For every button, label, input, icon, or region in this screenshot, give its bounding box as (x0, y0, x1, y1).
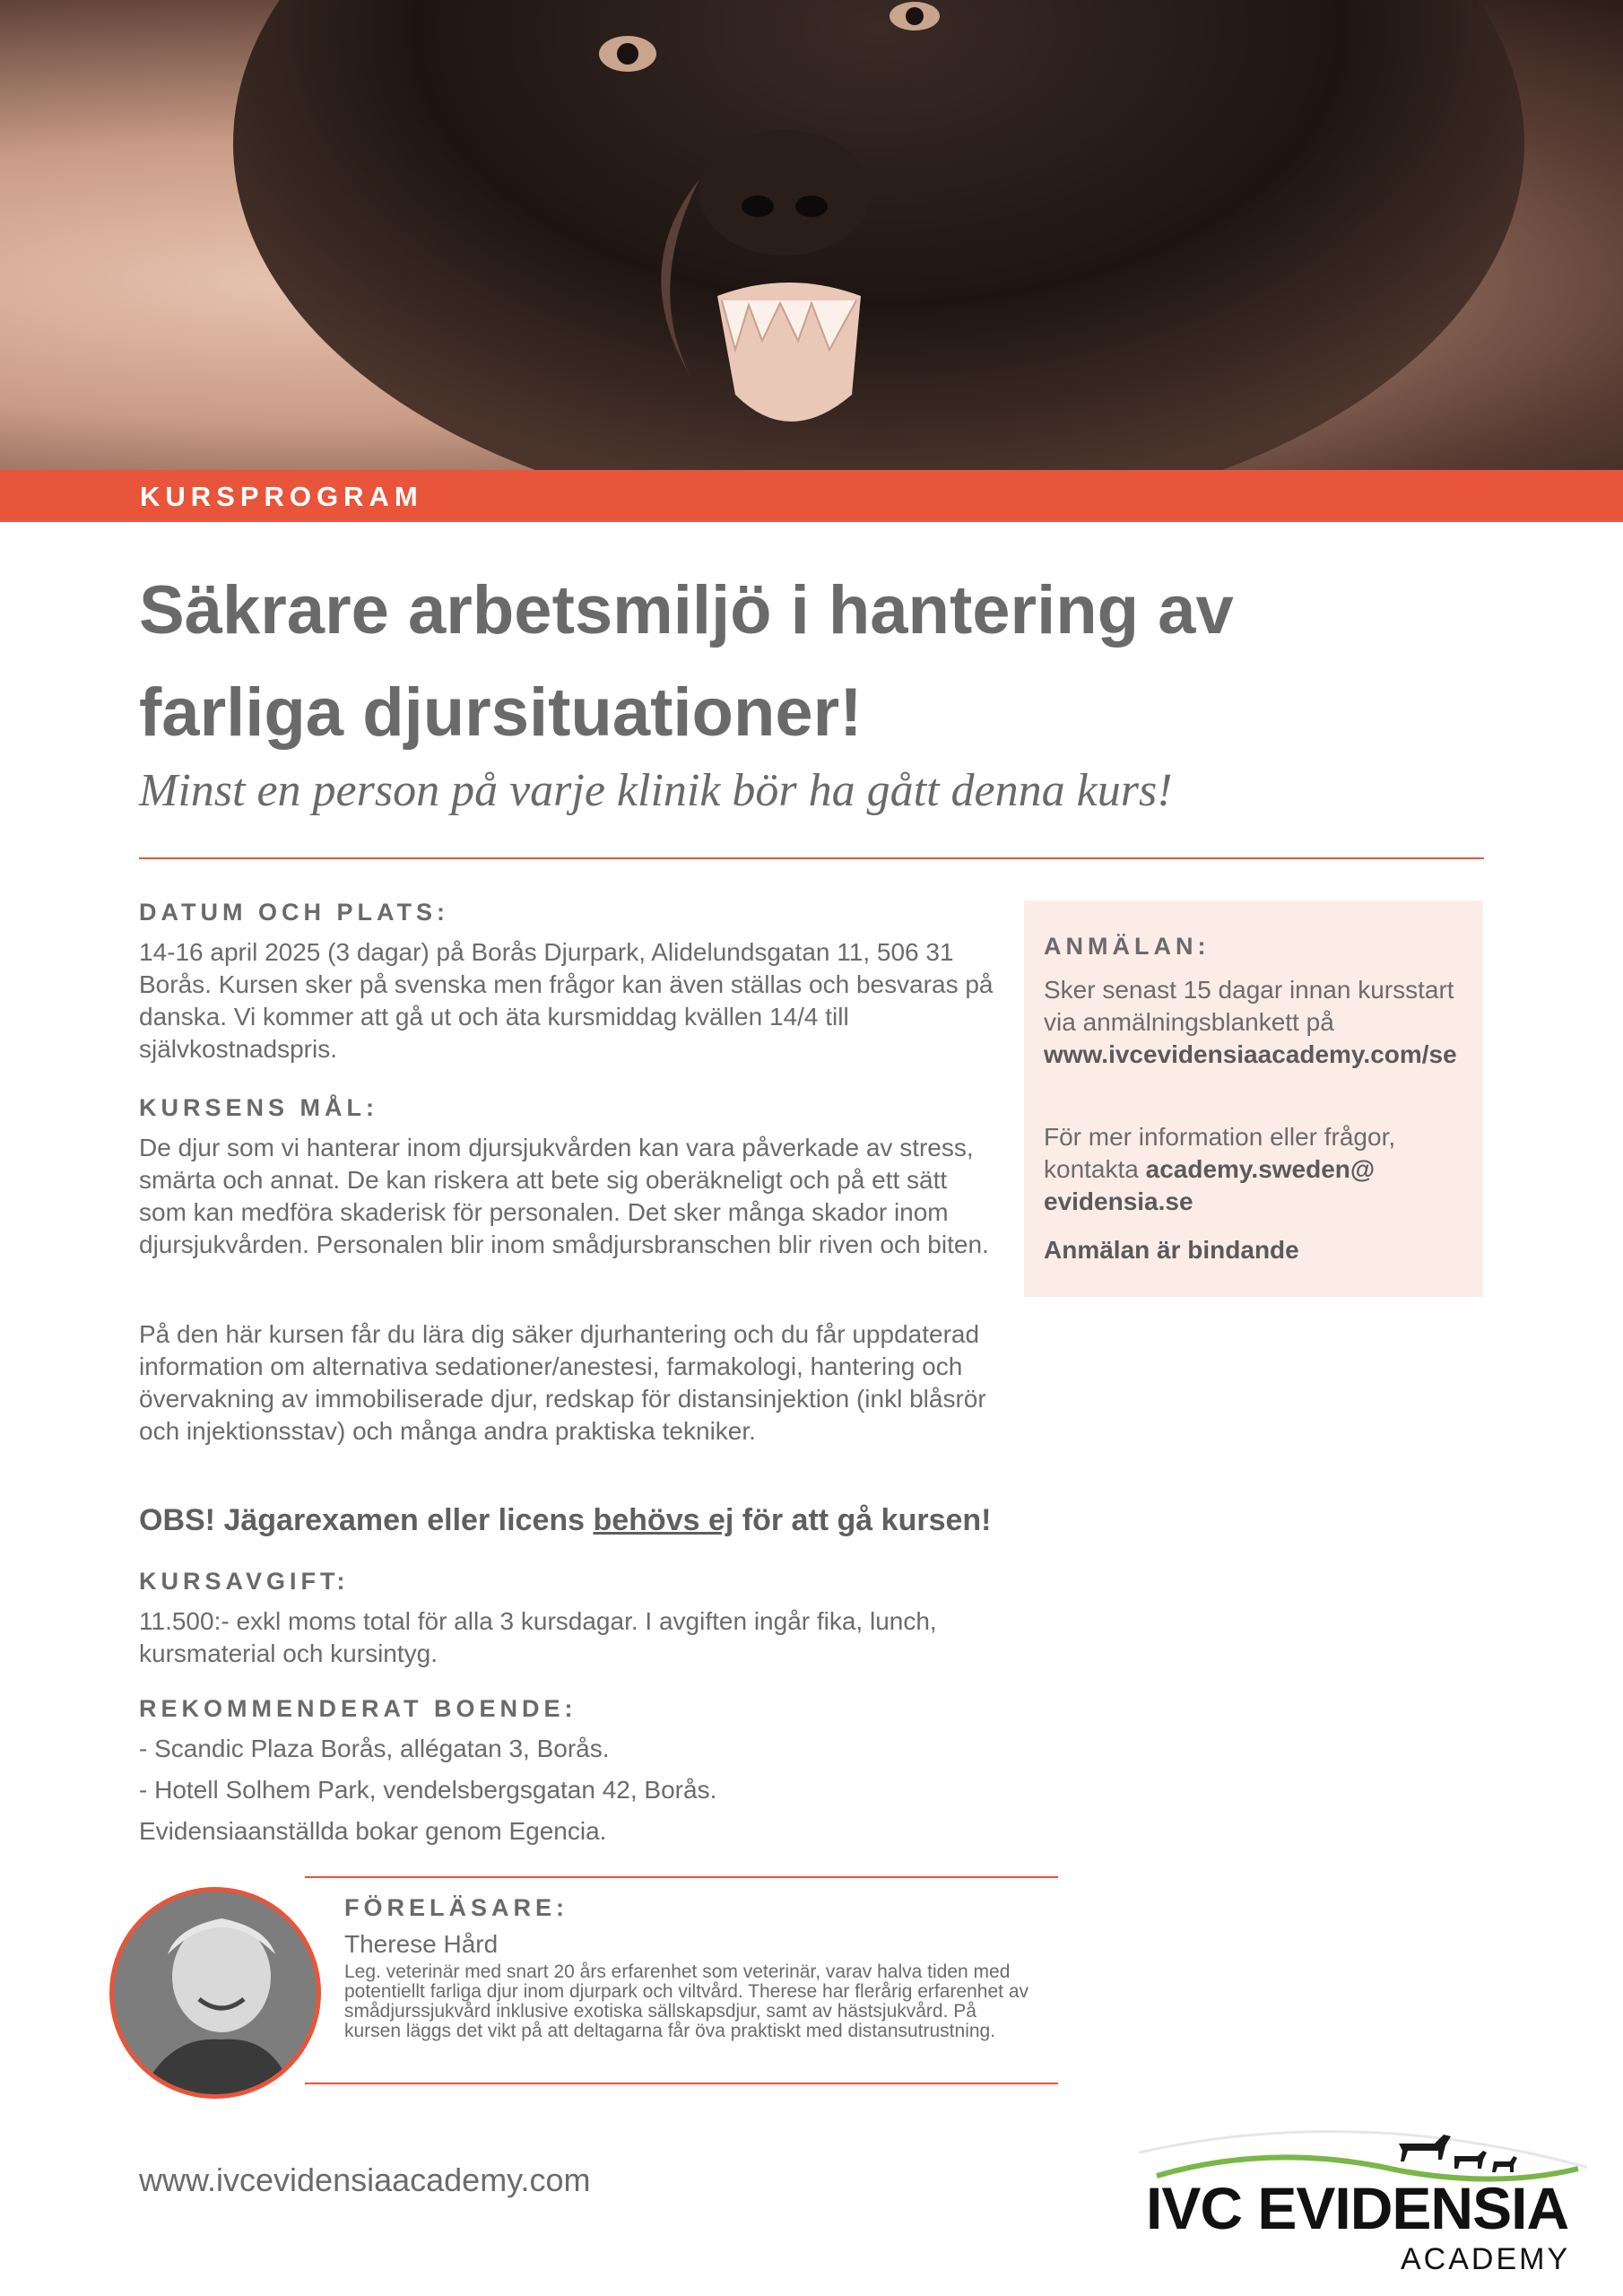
obs-text-end: för att gå kursen! (733, 1503, 992, 1537)
mal-text-2: På den här kursen får du lära dig säker djurhantering och du får uppdaterad information om alternativa sedationer/anestesi, farmakologi, hantering och övervakning av immobiliserade djur, redskap för distansinjektion (inkl blåsrör och injektionsstav) och många andra praktiska tekniker. (139, 1320, 986, 1445)
page-title: Säkrare arbetsmiljö i hantering av farliga djursituationer! (139, 572, 1234, 751)
snarling-dog-illustration (0, 0, 1623, 470)
anmalan-heading: ANMÄLAN: (1044, 933, 1211, 960)
anmalan-url-link[interactable]: www.ivcevidensiaacademy.com/se (1044, 1040, 1457, 1068)
mal-heading: KURSENS MÅL: (139, 1094, 378, 1121)
page-subtitle: Minst en person på varje klinik bör ha gått denna kurs! (139, 765, 1173, 816)
mal-text-1: De djur som vi hanterar inom djursjukvården kan vara påverkade av stress, smärta och annat. De kan riskera att bete sig oberäkneligt och på ett sätt som kan medföra skaderisk för personalen. Det sker många skador inom djursjukvården. Personalen blir inom smådjursbranschen blir riven och biten. (139, 1134, 989, 1258)
footer-url-link[interactable]: www.ivcevidensiaacademy.com (139, 2161, 591, 2198)
avgift-text: 11.500:- exkl moms total för alla 3 kursdagar. I avgiften ingår fika, lunch, kursmaterial och kursintyg. (139, 1607, 937, 1667)
anmalan-text (1044, 974, 1465, 1071)
datum-heading: DATUM OCH PLATS: (139, 899, 449, 926)
boende-heading: REKOMMENDERAT BOENDE: (139, 1695, 577, 1722)
obs-notice (139, 1503, 992, 1538)
anmalan-contact (1044, 1121, 1465, 1218)
boende-line-3: Evidensiaanställda bokar genom Egencia. (139, 1817, 607, 1845)
boende-line-1: - Scandic Plaza Borås, allégatan 3, Borås. (139, 1735, 610, 1762)
obs-emphasis: behövs ej (593, 1503, 734, 1537)
speaker-name: Therese Hård (344, 1930, 499, 1958)
speaker-portrait-illustration (114, 1892, 317, 2094)
hero-dog-photo (0, 0, 1623, 470)
anmalan-email-link[interactable]: academy.sweden@ evidensia.se (1044, 1155, 1376, 1215)
anmalan-panel (1024, 900, 1483, 1297)
anmalan-binding: Anmälan är bindande (1044, 1236, 1299, 1264)
anmalan-text-1: Sker senast 15 dagar innan kursstart via anmälningsblankett på (1044, 976, 1454, 1036)
speaker-heading: FÖRELÄSARE: (344, 1894, 568, 1921)
header-label: KURSPROGRAM (140, 481, 423, 512)
speaker-divider-top (305, 1876, 1058, 1878)
logo-sub: ACADEMY (1401, 2242, 1571, 2276)
speaker-avatar (109, 1887, 321, 2099)
divider (139, 857, 1484, 859)
speaker-bio: Leg. veterinär med snart 20 års erfarenhet som veterinär, varav halva tiden med potentiellt farliga djur inom djurpark och viltvård. Therese har flerårig erfarenhet av smådjurssjukvård inklusive exotiska sällskapsdjur, samt av hästsjukvård. På kursen läggs det vikt på att deltagarna får öva praktiskt med distansutrustning. (344, 1961, 1028, 2041)
boende-line-2: - Hotell Solhem Park, vendelsbergsgatan 42, Borås. (139, 1776, 717, 1804)
obs-text: OBS! Jägarexamen eller licens (139, 1503, 594, 1537)
avgift-heading: KURSAVGIFT: (139, 1568, 350, 1595)
datum-text: 14-16 april 2025 (3 dagar) på Borås Djurpark, Alidelundsgatan 11, 506 31 Borås. Kursen sker på svenska men frågor kan även ställas och besvaras på danska. Vi kommer att gå ut och äta kursmiddag kvällen 14/4 till självkostnadspris. (139, 938, 994, 1063)
logo-name: IVC EVIDENSIA (1146, 2175, 1569, 2241)
speaker-divider-bottom (305, 2083, 1058, 2084)
anmalan-text-2: För mer information eller frågor, kontakta (1044, 1123, 1396, 1183)
